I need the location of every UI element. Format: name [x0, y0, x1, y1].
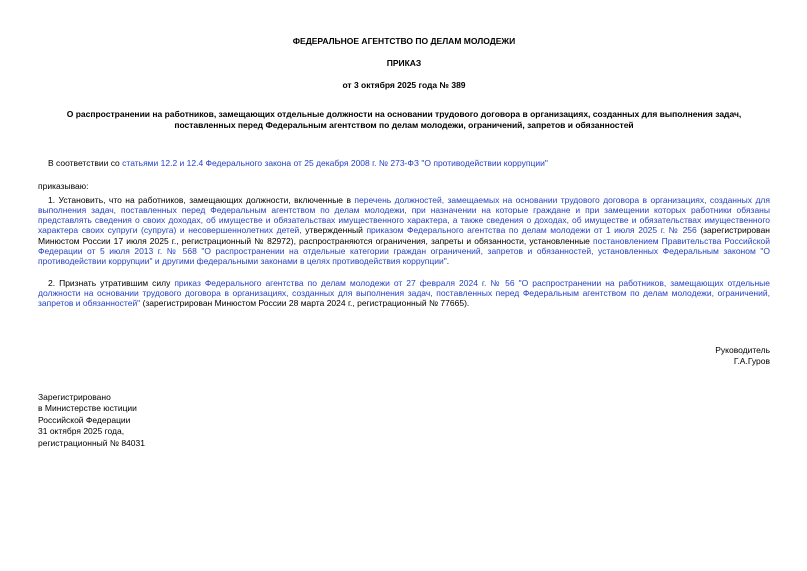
doc-type: ПРИКАЗ	[386, 58, 422, 68]
registration-line: 31 октября 2025 года,	[38, 426, 125, 437]
paragraph-text: (зарегистрирован Минюстом России 28 марта 2024 г., регистрационный № 77665).	[140, 298, 470, 309]
doc-date-number: от 3 октября 2025 года № 389	[342, 80, 466, 90]
paragraph-text: .	[446, 256, 450, 267]
legal-reference-link[interactable]: перечень должностей, замещаемых на основании трудового договора в организациях, созданных для выполнения задач, поставленных перед Федеральным агентством по делам молодежи, при назначении на которые граждане и при замещении которых работники обязаны представлять сведения о своих доходах, об имуществе и обязательствах имущественного характера, а также сведения о доходах, об имуществе и обязательствах имущественного характера своих супруги (супруга) и несовершеннолетних детей,	[38, 194, 770, 236]
paragraph-text: 2. Признать утратившим силу	[48, 277, 175, 288]
agency-name: ФЕДЕРАЛЬНОЕ АГЕНТСТВО ПО ДЕЛАМ МОЛОДЕЖИ	[292, 36, 516, 46]
decree-word	[38, 181, 770, 191]
paragraph-text: (зарегистрирован Минюстом России 17 июля 2025 г., регистрационный № 82972), распространяются ограничения, запреты и обязанности, установленные	[38, 225, 770, 246]
doc-title: О распространении на работников, замещающих отдельные должности на основании трудового договора в организациях, созданных для выполнения задач, поставленных перед Федеральным агентством по делам молодежи, ограничений, запретов и обязанностей	[66, 109, 742, 130]
paragraph-text: утвержденный	[301, 225, 367, 236]
order-item-2	[38, 278, 770, 309]
paragraph-text: приказываю:	[38, 181, 89, 192]
legal-reference-link[interactable]: постановлением Правительства Российской Федерации от 5 июля 2013 г. № 568 "О распространении на отдельные категории граждан ограничений, запретов и обязанностей, установленных Федеральным законом "О противодействии коррупции" и другими федеральными законами в целях противодействия коррупции"	[38, 235, 770, 267]
preamble-paragraph	[38, 158, 770, 168]
registration-line: регистрационный № 84031	[38, 437, 145, 448]
registration-line: в Министерстве юстиции	[38, 403, 137, 414]
registration-line: Российской Федерации	[38, 414, 131, 425]
legal-reference-link[interactable]: статьями 12.2 и 12.4 Федерального закона от 25 декабря 2008 г. № 273-ФЗ "О противодействии коррупции"	[122, 158, 548, 168]
signature-name: Г.А.Гуров	[733, 355, 770, 366]
order-item-1	[38, 195, 770, 267]
legal-reference-link[interactable]: приказ Федерального агентства по делам молодежи от 27 февраля 2024 г. № 56 "О распространении на работников, замещающих отдельные должности на основании трудового договора в организациях, созданных для выполнения задач, поставленных перед Федеральным агентством по делам молодежи, ограничений, запретов и обязанностей"	[38, 277, 770, 309]
registration-line: Зарегистрировано	[38, 391, 111, 402]
registration-note	[38, 392, 770, 450]
signature-position: Руководитель	[715, 344, 770, 355]
legal-reference-link[interactable]: приказом Федерального агентства по делам молодежи от 1 июля 2025 г. № 256	[366, 225, 697, 236]
paragraph-text: 1. Установить, что на работников, замещающих должности, включенные в	[48, 194, 355, 205]
paragraph-text: В соответствии со	[48, 158, 123, 168]
signature-block	[38, 345, 770, 367]
